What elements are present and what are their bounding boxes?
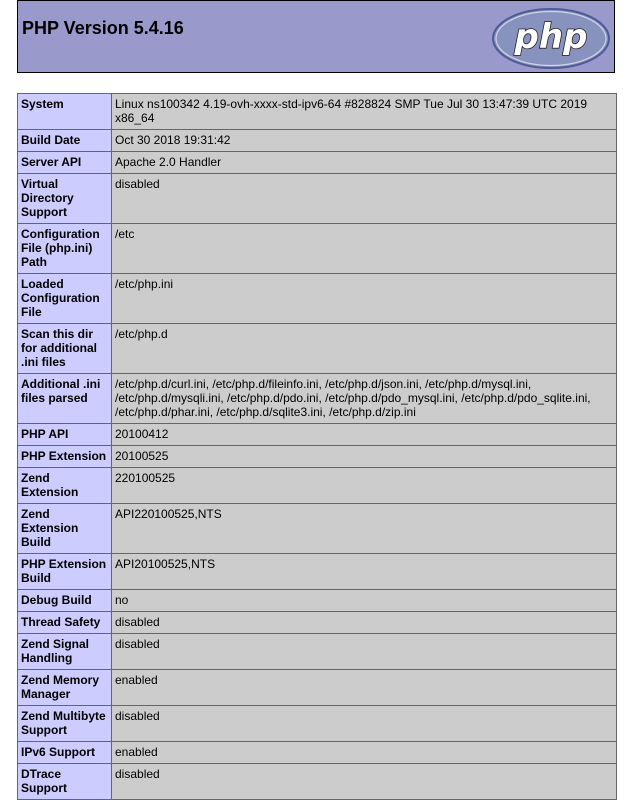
row-key: Zend Extension Build (18, 504, 112, 554)
row-key: Zend Signal Handling (18, 634, 112, 670)
row-value: /etc/php.d (112, 324, 617, 374)
row-value: Oct 30 2018 19:31:42 (112, 130, 617, 152)
row-value: disabled (112, 706, 617, 742)
row-value: enabled (112, 742, 617, 764)
php-info-table (17, 93, 617, 800)
row-key: Thread Safety (18, 612, 112, 634)
row-value: disabled (112, 174, 617, 224)
row-value: 20100525 (112, 446, 617, 468)
row-key: Debug Build (18, 590, 112, 612)
table-row (18, 764, 617, 800)
row-key: PHP Extension Build (18, 554, 112, 590)
table-row (18, 274, 617, 324)
table-row (18, 504, 617, 554)
php-header (17, 0, 615, 73)
row-key: PHP API (18, 424, 112, 446)
row-value: 220100525 (112, 468, 617, 504)
row-key: Configuration File (php.ini) Path (18, 224, 112, 274)
table-row (18, 94, 617, 130)
row-value: 20100412 (112, 424, 617, 446)
row-key: System (18, 94, 112, 130)
table-row (18, 374, 617, 424)
table-row (18, 424, 617, 446)
row-key: PHP Extension (18, 446, 112, 468)
row-key: Additional .ini files parsed (18, 374, 112, 424)
row-value: no (112, 590, 617, 612)
table-row (18, 152, 617, 174)
table-row (18, 706, 617, 742)
table-row (18, 446, 617, 468)
table-row (18, 324, 617, 374)
table-row (18, 612, 617, 634)
row-value: enabled (112, 670, 617, 706)
table-row (18, 670, 617, 706)
row-key: Zend Extension (18, 468, 112, 504)
row-key: Zend Multibyte Support (18, 706, 112, 742)
row-key: Zend Memory Manager (18, 670, 112, 706)
row-value: API220100525,NTS (112, 504, 617, 554)
row-value: /etc/php.ini (112, 274, 617, 324)
table-row (18, 468, 617, 504)
page-title: PHP Version 5.4.16 (22, 18, 184, 38)
row-key: Loaded Configuration File (18, 274, 112, 324)
row-key: IPv6 Support (18, 742, 112, 764)
table-row (18, 130, 617, 152)
php-logo-text: php (514, 17, 588, 57)
row-value: Apache 2.0 Handler (112, 152, 617, 174)
php-logo-icon (491, 7, 611, 70)
row-value: API20100525,NTS (112, 554, 617, 590)
row-value: /etc (112, 224, 617, 274)
table-row (18, 174, 617, 224)
row-value: /etc/php.d/curl.ini, /etc/php.d/fileinfo.ini, /etc/php.d/json.ini, /etc/php.d/mysql.ini, /etc/php.d/mysqli.ini, /etc/php.d/pdo.ini, /etc/php.d/pdo_mysql.ini, /etc/php.d/pdo_sqlite.ini, /etc/php.d/phar.ini, /etc/php.d/sqlite3.ini, /etc/php.d/zip.ini (112, 374, 617, 424)
row-key: Scan this dir for additional .ini files (18, 324, 112, 374)
table-row (18, 224, 617, 274)
row-value: Linux ns100342 4.19-ovh-xxxx-std-ipv6-64 #828824 SMP Tue Jul 30 13:47:39 UTC 2019 x86_64 (112, 94, 617, 130)
row-key: Virtual Directory Support (18, 174, 112, 224)
row-key: Build Date (18, 130, 112, 152)
row-value: disabled (112, 612, 617, 634)
row-value: disabled (112, 634, 617, 670)
row-key: DTrace Support (18, 764, 112, 800)
table-row (18, 634, 617, 670)
table-row (18, 554, 617, 590)
row-value: disabled (112, 764, 617, 800)
row-key: Server API (18, 152, 112, 174)
table-row (18, 742, 617, 764)
table-row (18, 590, 617, 612)
